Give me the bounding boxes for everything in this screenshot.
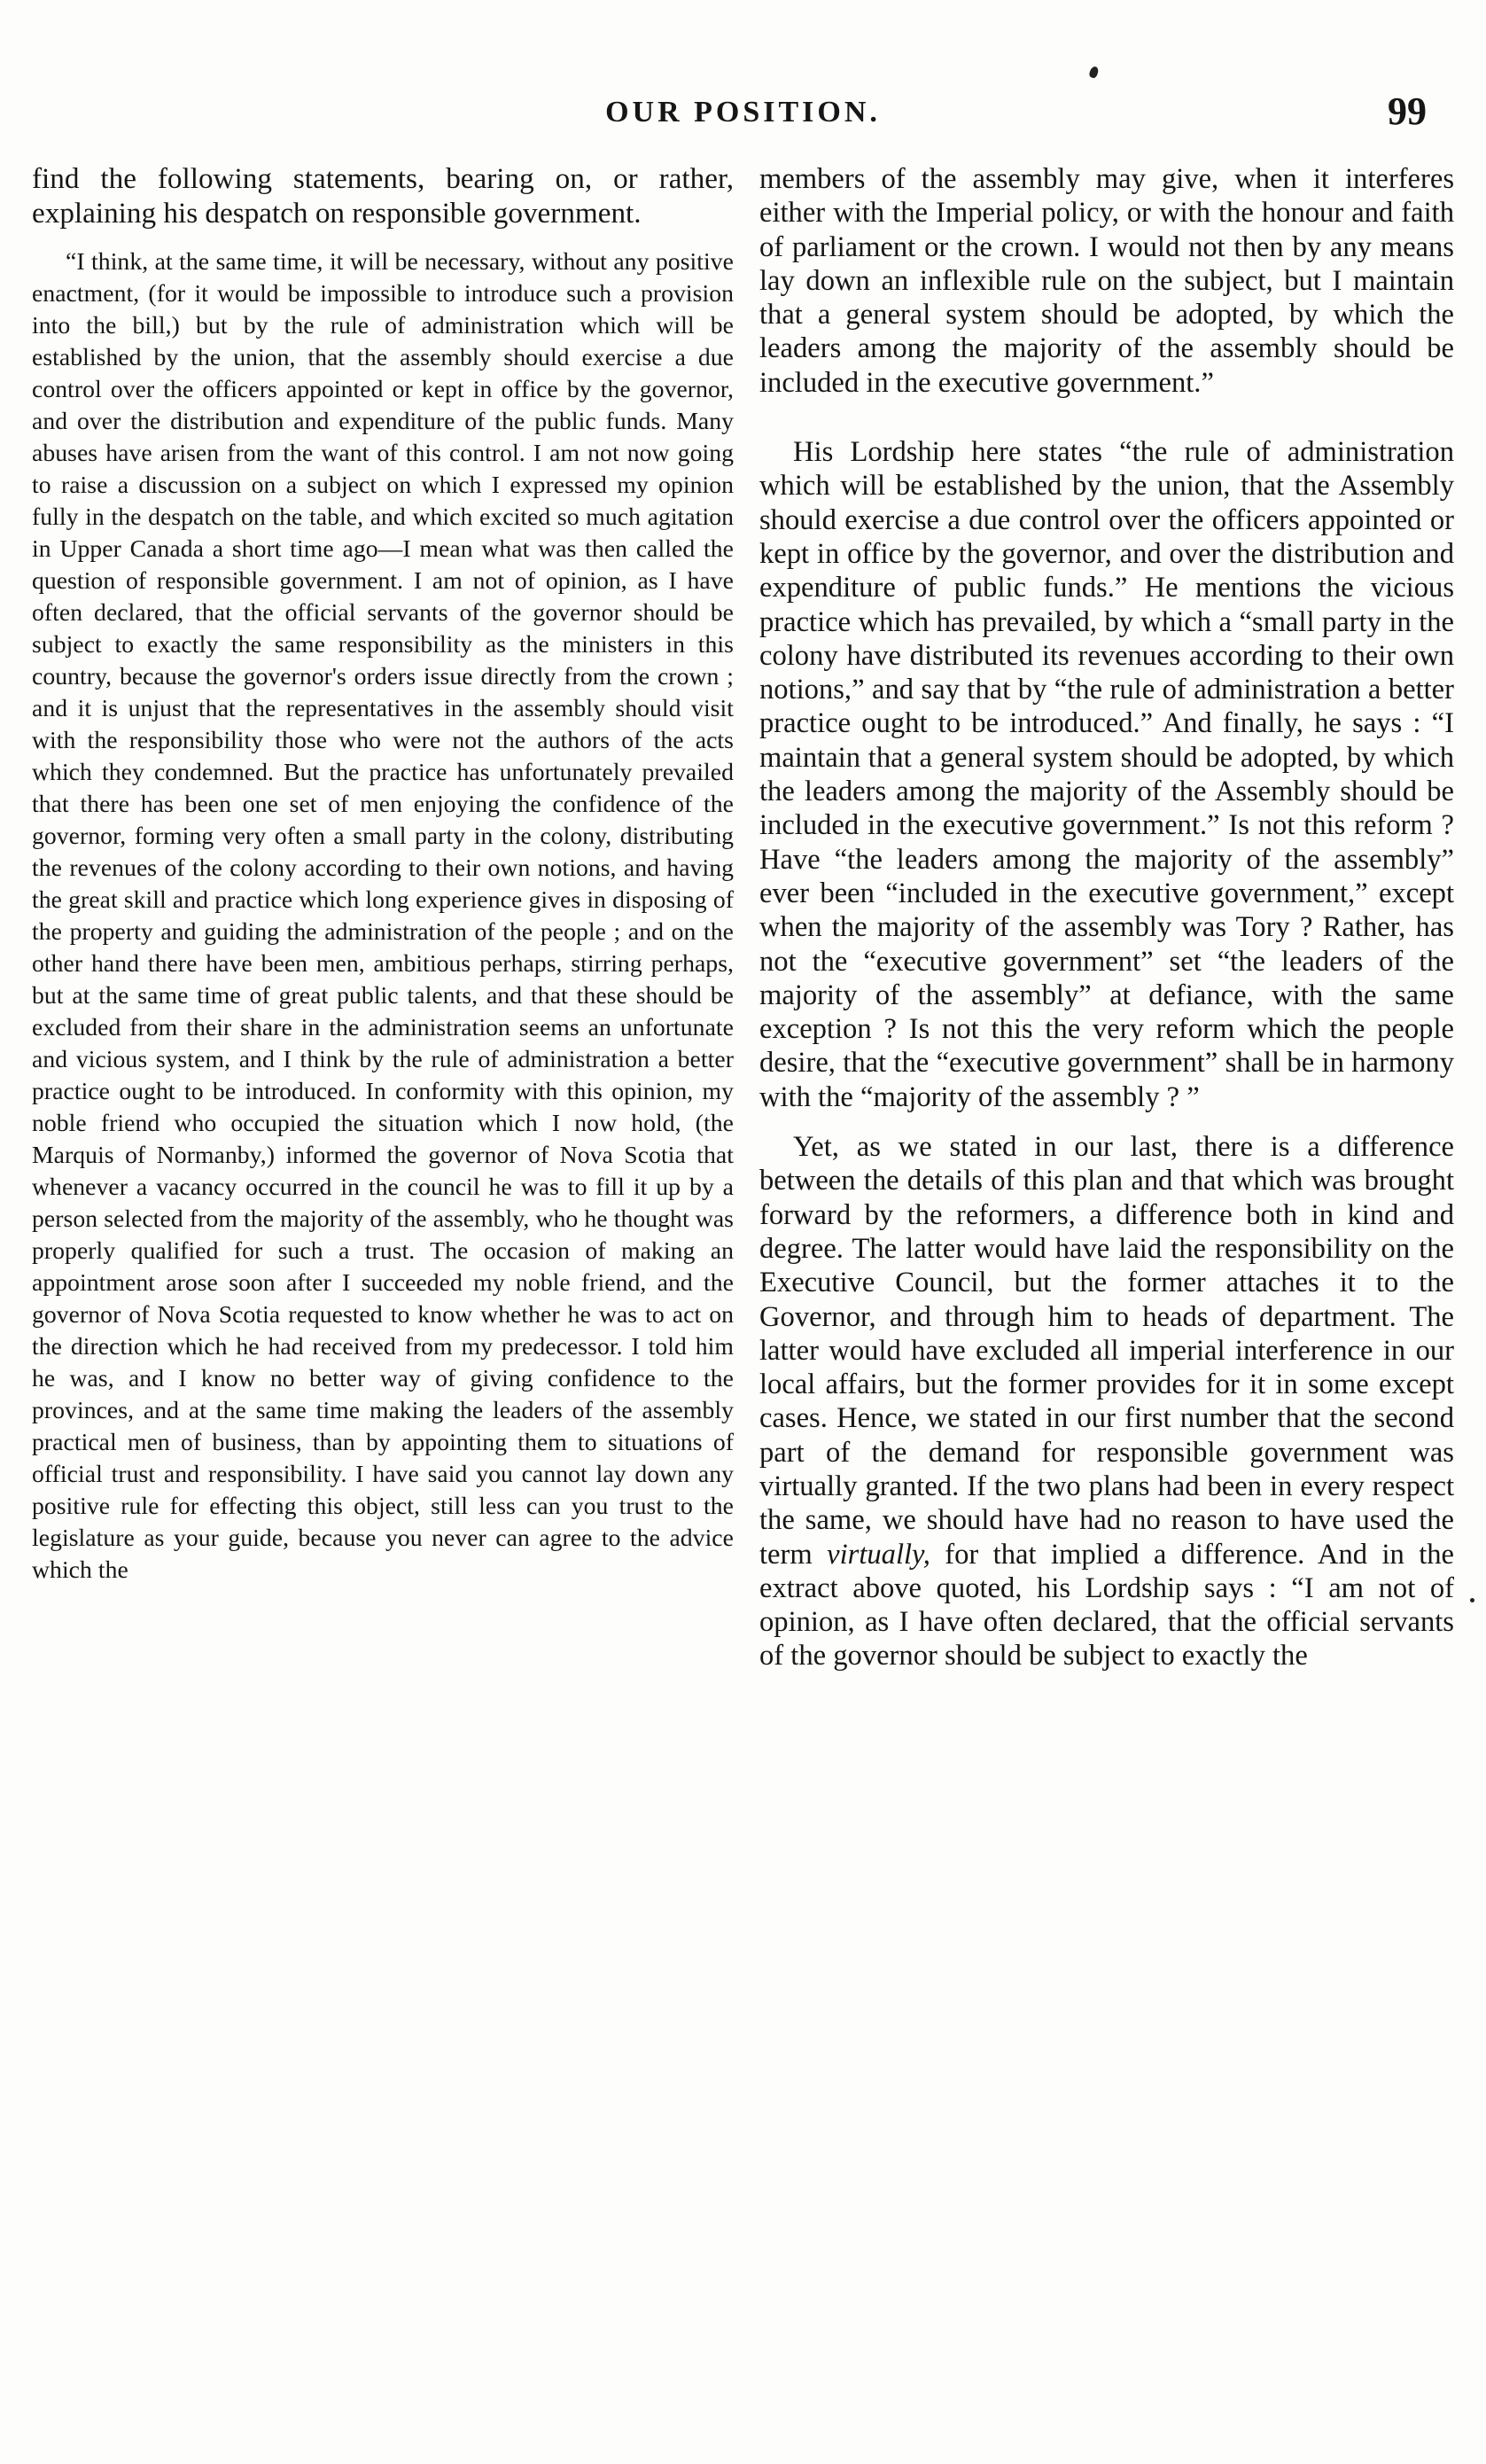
ink-mark xyxy=(1470,1598,1474,1602)
quoted-speech-continued: members of the assembly may give, when it interferes either with the Imperial policy, or with the honour and faith of parliament or the crown. I would not then by any means lay down an inflexible rule on the subject, but I maintain that a general system should be adopted, by which the leaders among the majority of the assembly should be included in the executive government.” xyxy=(759,163,1454,399)
commentary-paragraph xyxy=(759,1130,1454,1673)
paragraph-text: for that implied a difference. And in the extract above quoted, his Lordship says : “I am not of opinion, as I have often declared, that the official servants of the governor should be subject to exactly the xyxy=(759,1538,1454,1673)
ink-mark xyxy=(1088,66,1100,79)
running-title: OUR POSITION. xyxy=(605,96,881,129)
paragraph-text: Yet, as we stated in our last, there is a difference between the details of this plan and that which was brought forward by the reformers, a difference both in kind and degree. The latter would have laid the responsibility on the Executive Council, but the former attaches it to the Governor, and through him to heads of department. The latter would have excluded all imperial interference in our local affairs, but the former provides for it in some except cases. Hence, we stated in our first number that the second part of the demand for responsible government was virtually granted. If the two plans had been in every respect the same, we should have had no reason to have used the term xyxy=(759,1131,1454,1571)
intro-paragraph: find the following statements, bearing on, or rather, explaining his despatch on responsible government. xyxy=(32,162,734,230)
commentary-paragraph: His Lordship here states “the rule of administration which will be established by the union, that the Assembly should exercise a due control over the officers appointed or kept in office by the governor, and over the distribution and expenditure of public funds.” He mentions the vicious practice which has prevailed, by which a “small party in the colony have distributed its revenues according to their own notions,” and say that by “the rule of administration a better practice ought to be introduced.” And finally, he says : “I maintain that a general system should be adopted, by which the leaders among the majority of the Assembly should be included in the executive government.” Is not this reform ? Have “the leaders among the majority of the assembly” ever been “included in the executive government,” except when the majority of the assembly was Tory ? Rather, has not the “executive government” set “the leaders of the majority of the assembly” at defiance, with the same exception ? Is not this the very reform which the people desire, that the “executive government” shall be in harmony with the “majority of the assembly ? ” xyxy=(759,436,1454,1113)
emphasized-word: virtually, xyxy=(827,1538,930,1571)
page-number: 99 xyxy=(1388,90,1427,133)
quoted-speech: “I think, at the same time, it will be necessary, without any positive enactment, (for it would be impossible to introduce such a provision into the bill,) but by the rule of administration which will be established by the union, that the assembly should exercise a due control over the officers appointed or kept in office by the governor, and over the distribution and expenditure of the public funds. Many abuses have arisen from the want of this control. I am not now going to raise a discussion on a subject on which I expressed my opinion fully in the despatch on the table, and which excited so much agitation in Upper Canada a short time ago—I mean what was then called the question of responsible government. I am not of opinion, as I have often declared, that the official servants of the governor should be subject to exactly the same responsibility as the ministers in this country, because the governor's orders issue directly from the crown ; and it is unjust that the representatives in the assembly should visit with the responsibility those who were not the authors of the acts which they condemned. But the practice has unfortunately prevailed that there has been one set of men enjoying the confidence of the governor, forming very often a small party in the colony, distributing the revenues of the colony according to their own notions, and having the great skill and practice which long experience gives in disposing of the property and guiding the administration of the people ; and on the other hand there have been men, ambitious perhaps, stirring perhaps, but at the same time of great public talents, and that these should be excluded from their share in the administration seems an unfortunate and vicious system, and I think by the rule of administration a better practice ought to be introduced. In conformity with this opinion, my noble friend who occupied the situation which I now hold, (the Marquis of Normanby,) informed the governor of Nova Scotia that whenever a vacancy occurred in the council he was to fill it up by a person selected from the majority of the assembly, who he thought was properly qualified for such a trust. The occasion of making an appointment arose soon after I succeeded my noble friend, and the governor of Nova Scotia requested to know whether he was to act on the direction which he had received from my predecessor. I told him he was, and I know no better way of giving confidence to the provinces, and at the same time making the leaders of the assembly practical men of business, than by appointing them to situations of official trust and responsibility. I have said you cannot lay down any positive rule for effecting this object, still less can you trust to the legislature as your guide, because you never can agree to the advice which the xyxy=(32,247,734,1583)
left-column xyxy=(32,162,734,1586)
right-column xyxy=(759,162,1454,1673)
page-header xyxy=(0,89,1486,142)
